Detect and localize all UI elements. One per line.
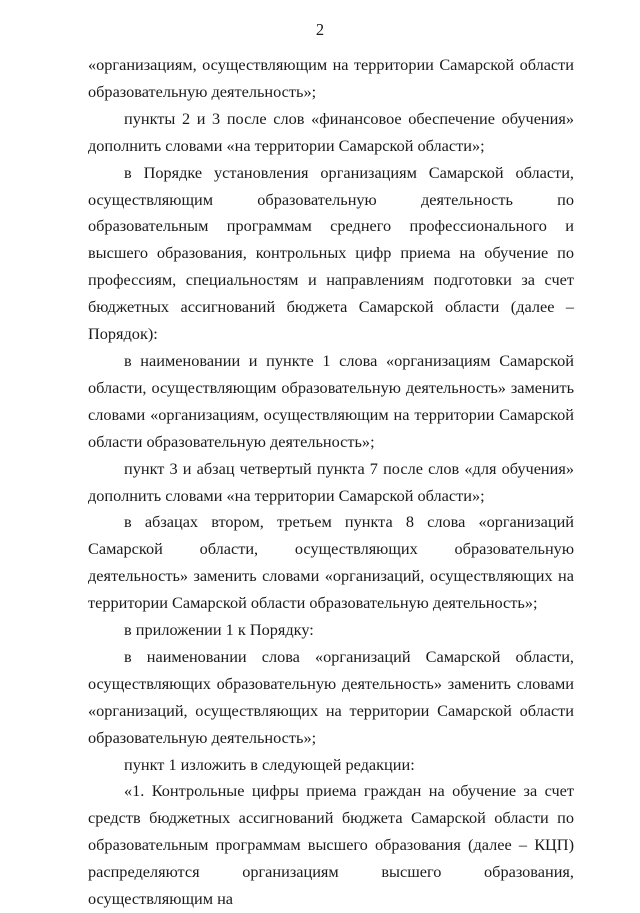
paragraph-continuation: «организациям, осуществляющим на территории Самарской области образовательную деятельность»; <box>88 55 574 101</box>
page-number: 2 <box>315 20 325 39</box>
paragraph-appendix-title: в наименовании слова «организаций Самарской области, осуществляющих образовательную деятельность» заменить словами «организаций, осуществляющих на территории Самарской области образовательную деятельность»; <box>88 646 574 747</box>
paragraph-title-point-1: в наименовании и пункте 1 слова «организациям Самарской области, осуществляющим образовательную деятельность» заменить словами «организациям, осуществляющим на территории Самарской области образовательную деятельность»; <box>88 350 574 451</box>
paragraph-point-8: в абзацах втором, третьем пункта 8 слова «организаций Самарской области, осуществляющих образовательную деятельность» заменить словами «организаций, осуществляющих на территории Самарской области образовательную деятельность»; <box>88 512 574 613</box>
paragraph-points-2-3: пункты 2 и 3 после слов «финансовое обеспечение обучения» дополнить словами «на территории Самарской области»; <box>88 108 574 155</box>
paragraph-point-1-new-wording: пункт 1 изложить в следующей редакции: <box>124 754 415 774</box>
paragraph-quoted-point-1: «1. Контрольные цифры приема граждан на обучение за счет средств бюджетных ассигнований бюджета Самарской области по образовательным программам высшего образования (далее – КЦП) распределяются организациям высшего образования, осуществляющим на <box>88 781 574 909</box>
document-body <box>88 52 574 913</box>
paragraph-procedure: в Порядке установления организациям Самарской области, осуществляющим образовательную деятельность по образовательным программам среднего профессионального и высшего образования, контрольных цифр приема на обучение по профессиям, специальностям и направлениям подготовки за счет бюджетных ассигнований бюджета Самарской области (далее – Порядок): <box>88 162 574 344</box>
paragraph-appendix-1: в приложении 1 к Порядку: <box>124 620 314 640</box>
paragraph-point-3-point-7: пункт 3 и абзац четвертый пункта 7 после слов «для обучения» дополнить словами «на территории Самарской области»; <box>88 458 574 505</box>
